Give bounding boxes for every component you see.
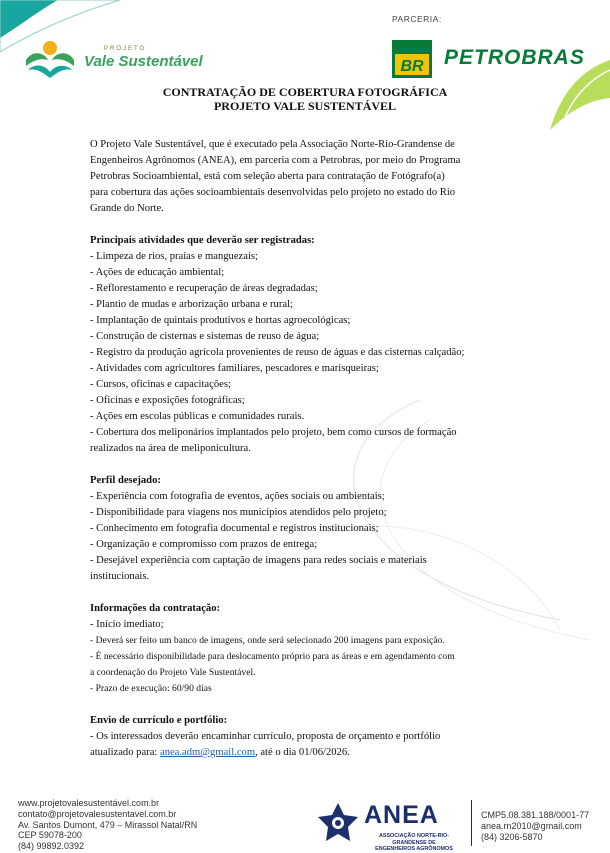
list-item: - Cobertura dos meliponários implantados pelo projeto, bem como cursos de formação: [90, 427, 457, 438]
footer-contact: [18, 798, 197, 852]
anea-subtitle: [364, 833, 464, 853]
list-item: - Cursos, oficinas e capacitações;: [90, 379, 231, 390]
petrobras-wordmark: PETROBRAS: [444, 46, 585, 69]
petrobras-br-logo-icon: [392, 40, 432, 78]
intro-line: O Projeto Vale Sustentável, que é executado pela Associação Norte-Rio-Grandense de: [90, 139, 455, 150]
logo-projeto-label: PROJETO: [104, 46, 147, 52]
list-item: realizados na área de meliponicultura.: [90, 443, 251, 454]
list-item: - Desejável experiência com captação de imagens para redes sociais e materiais: [90, 555, 427, 566]
list-item: - Reflorestamento e recuperação de áreas degradadas;: [90, 283, 318, 294]
envio-line: [90, 745, 530, 761]
list-item: institucionais.: [90, 571, 150, 582]
list-item: - Disponibilidade para viagens nos municípios atendidos pelo projeto;: [90, 507, 387, 518]
intro-line: Petrobras Socioambiental, está com seleção aberta para contratação de Fotógrafo(a): [90, 171, 445, 182]
page-title: CONTRATAÇÃO DE COBERTURA FOTOGRÁFICA: [162, 85, 448, 99]
intro-paragraph: [90, 137, 530, 217]
anea-logo: [316, 801, 466, 852]
vale-sustentavel-mark-icon: [22, 38, 78, 80]
envio-heading: Envio de currículo e portfólio:: [90, 715, 228, 726]
footer-phone: (84) 99892.0392: [18, 841, 85, 852]
list-item: - Limpeza de rios, praias e manguezais;: [90, 251, 258, 262]
footer-address: Av. Santos Dumont, 479 – Mirassol Natal/RN: [18, 819, 198, 830]
list-item: - É necessário disponibilidade para deslocamento próprio para as áreas e em agendamento com: [90, 651, 455, 662]
list-item: a coordenação do Projeto Vale Sustentável.: [90, 667, 256, 678]
email-link[interactable]: anea.adm@gmail.com: [160, 747, 256, 758]
page-subtitle: PROJETO VALE SUSTENTÁVEL: [213, 99, 397, 113]
footer-cnpj: CMP5.08.381.188/0001-77: [481, 810, 590, 820]
list-item: - Prazo de execução: 60/90 dias: [90, 683, 212, 694]
intro-line: Engenheiros Agrônomos (ANEA), em parceria com a Petrobras, por meio do Programa: [90, 155, 461, 166]
list-item: - Conhecimento em fotografia documental e registros institucionais;: [90, 523, 379, 534]
envio-prefix: atualizado para:: [90, 747, 160, 758]
list-item: - Plantio de mudas e arborização urbana e rural;: [90, 299, 293, 310]
list-item: - Implantação de quintais produtivos e hortas agroecológicas;: [90, 315, 351, 326]
list-item: - Construção de cisternas e sistemas de reuso de água;: [90, 331, 320, 342]
anea-subtitle-line: ASSOCIAÇÃO NORTE-RIO-GRANDENSE DE: [378, 833, 450, 846]
list-item: - Início imediato;: [90, 619, 164, 630]
footer-website[interactable]: www.projetovalesustentável.com.br: [18, 798, 160, 808]
intro-line: para cobertura das ações socioambientais desenvolvidas pelo projeto no estado do Rio: [90, 187, 456, 198]
footer-cep: CEP 59078-200: [18, 830, 82, 841]
footer-anea-email[interactable]: anea.rn2010@gmail.com: [481, 820, 582, 831]
logo-name: Vale Sustentável: [84, 53, 203, 70]
perfil-heading: Perfil desejado:: [90, 475, 161, 486]
footer-divider: [471, 800, 472, 846]
intro-line: Grande do Norte.: [90, 203, 164, 214]
informacoes-heading: Informações da contratação:: [90, 603, 221, 614]
anea-wordmark: ANEA: [364, 801, 439, 829]
anea-subtitle-line: ENGENHEIROS AGRÔNOMOS: [375, 846, 453, 852]
parceria-label: PARCERIA:: [392, 14, 442, 24]
list-item: - Registro da produção agrícola provenientes de reuso de águas e das cisternas calçadão;: [90, 347, 465, 358]
footer-anea-contact: [481, 810, 589, 842]
footer-anea-phone: (84) 3206-5870: [481, 831, 543, 842]
list-item: - Ações de educação ambiental;: [90, 267, 225, 278]
list-item: - Experiência com fotografia de eventos, ações sociais ou ambientais;: [90, 491, 385, 502]
list-item: - Oficinas e exposições fotográficas;: [90, 395, 245, 406]
atividades-heading: Principais atividades que deverão ser registradas:: [90, 235, 315, 246]
br-mark: BR: [400, 58, 424, 75]
vale-sustentavel-logo: [22, 36, 203, 82]
anea-mark-icon: [316, 801, 360, 845]
list-item: - Organização e compromisso com prazos de entrega;: [90, 539, 318, 550]
list-item: - Ações em escolas públicas e comunidades rurais.: [90, 411, 305, 422]
list-item: - Deverá ser feito um banco de imagens, onde será selecionado 200 imagens para exposição.: [90, 635, 445, 646]
list-item: - Atividades com agricultores familiares, pescadores e marisqueiras;: [90, 363, 379, 374]
envio-suffix: , até o dia 01/06/2026.: [255, 747, 350, 758]
envio-line: - Os interessados deverão encaminhar currículo, proposta de orçamento e portfólio: [90, 731, 441, 742]
document-body: [90, 137, 530, 761]
footer-email[interactable]: contato@projetovalesustentavel.com.br: [18, 808, 177, 819]
